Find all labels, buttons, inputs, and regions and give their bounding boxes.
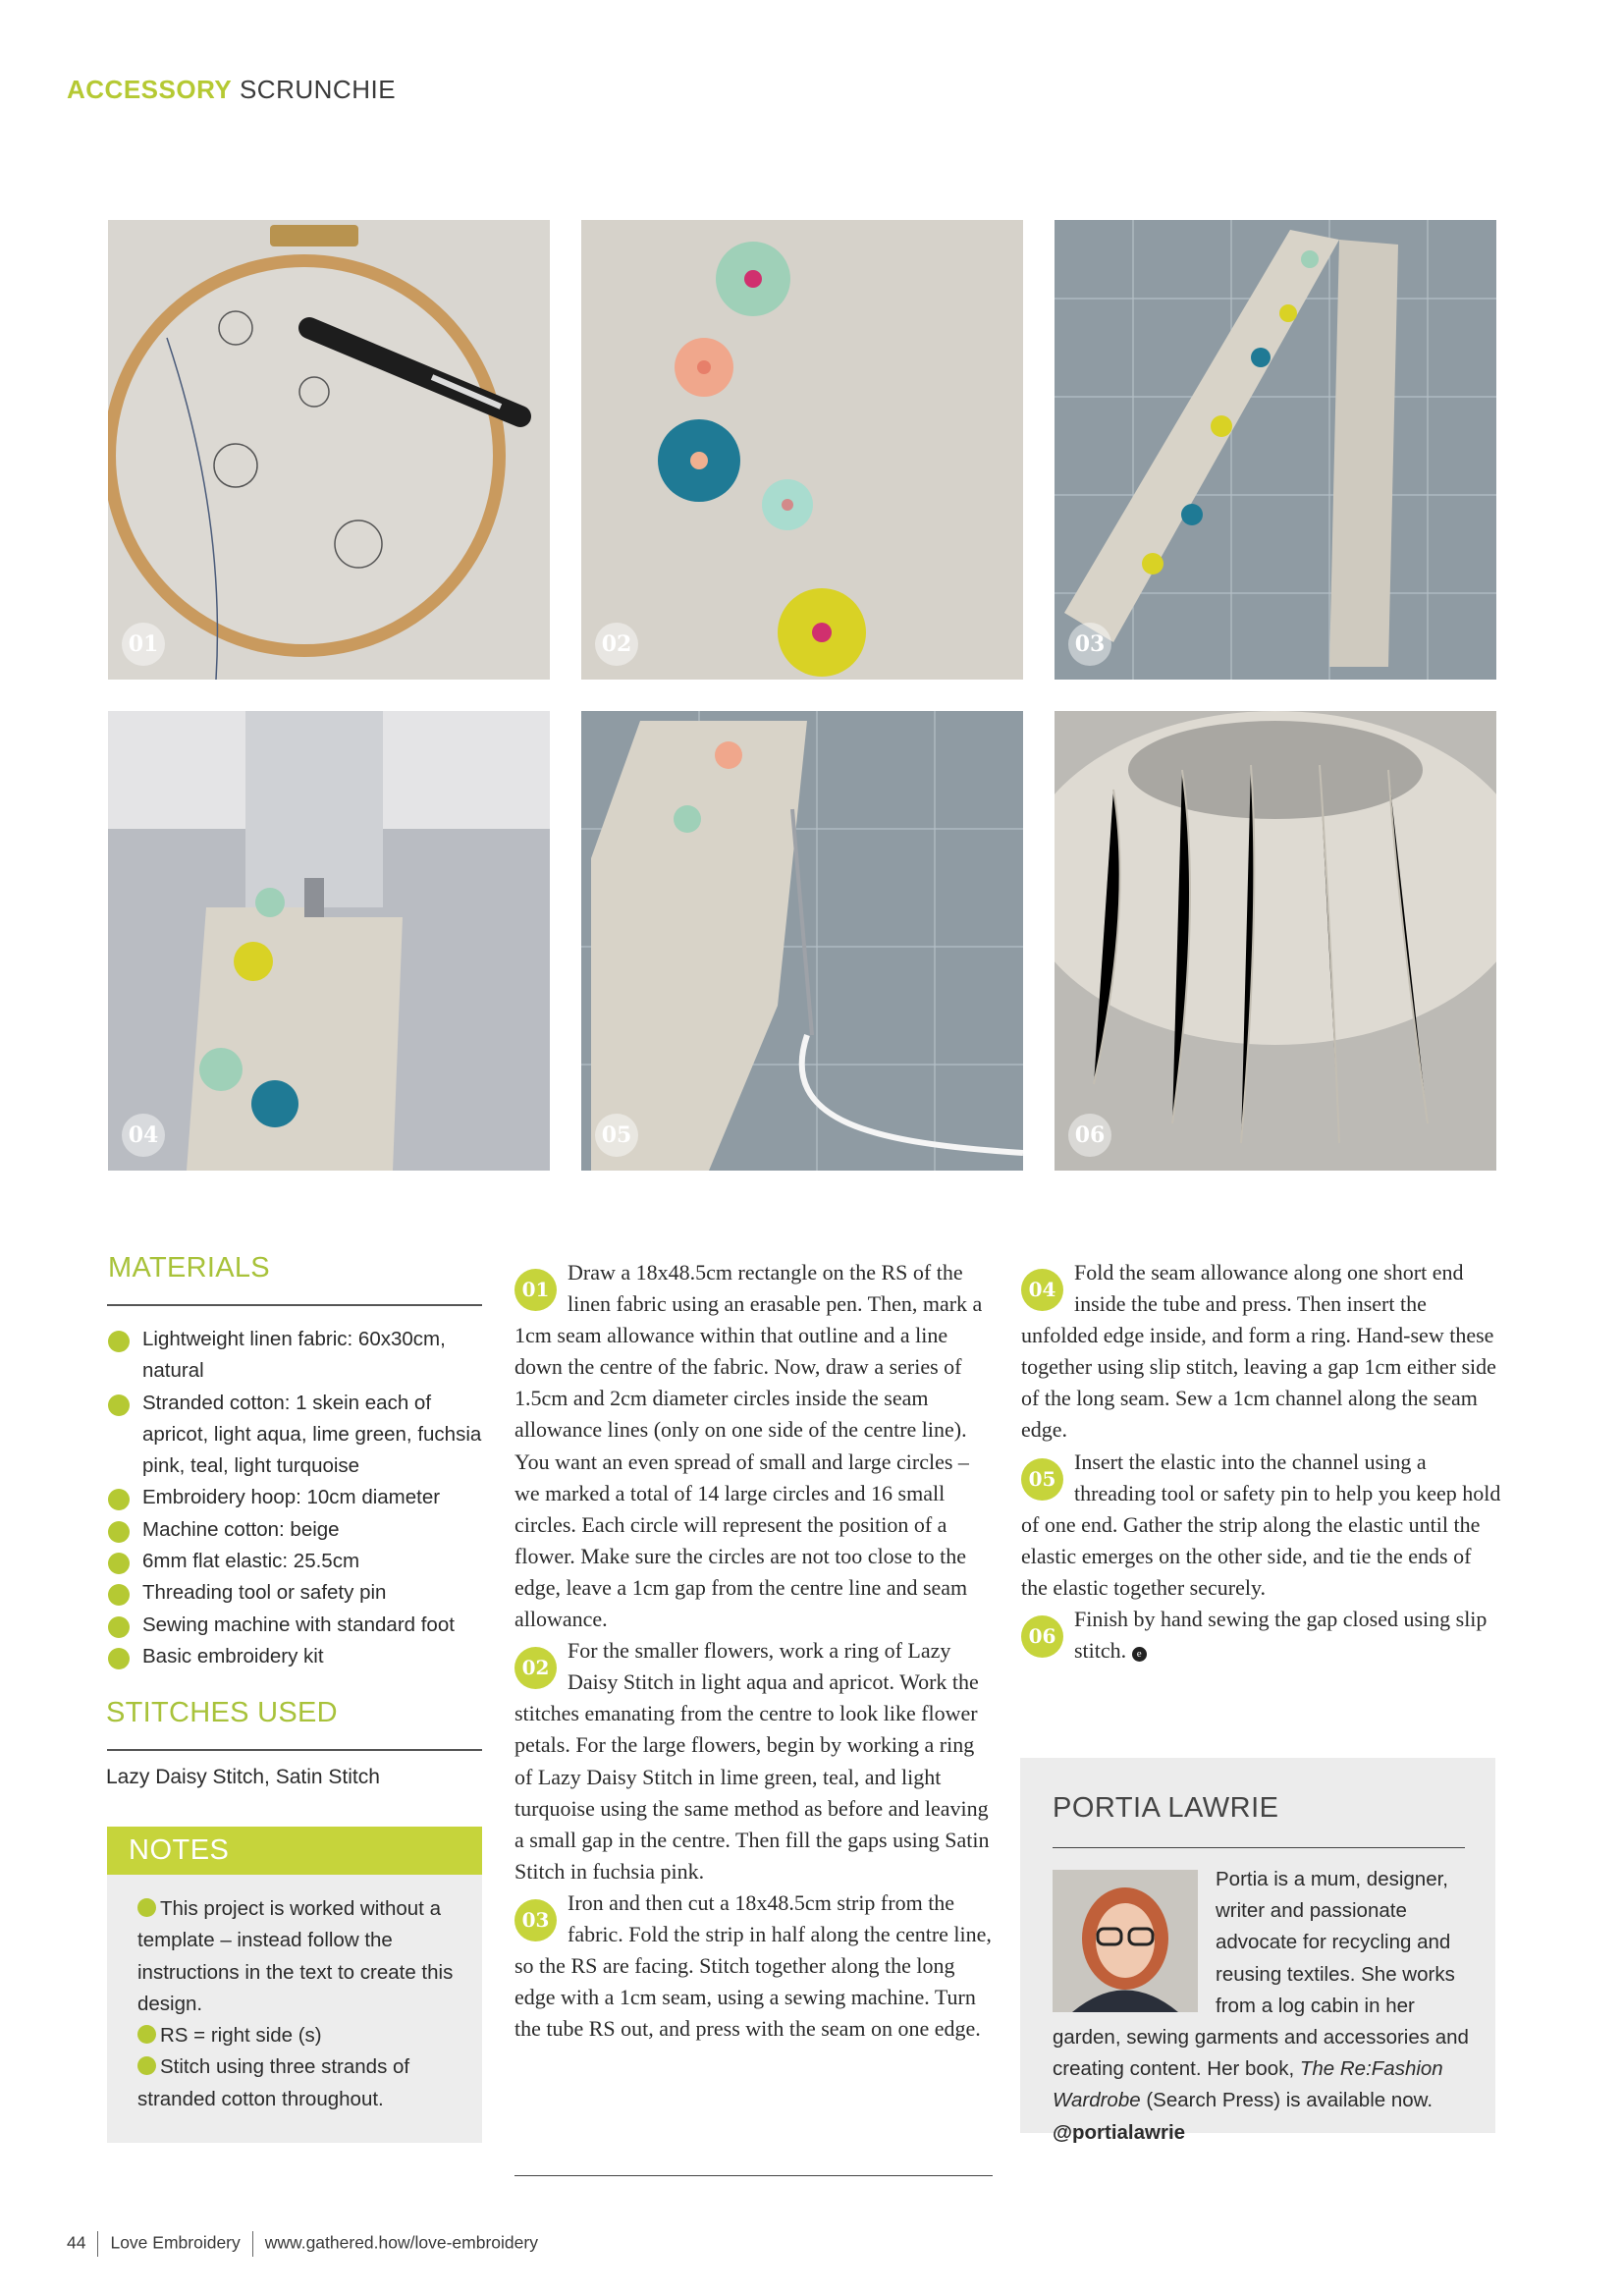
magazine-url: www.gathered.how/love-embroidery — [264, 2232, 538, 2253]
list-item: RS = right side (s) — [137, 2020, 461, 2051]
step-03 — [514, 1887, 993, 2045]
author-bio-bottom: garden, sewing garments and accessories and creating content. Her book, The Re:Fashion Wardrobe (Search Press) is available now. @portialawrie — [1053, 2026, 1469, 2144]
materials-rule — [107, 1304, 482, 1306]
photo-number: 04 — [122, 1114, 165, 1157]
author-bio-top: Portia is a mum, designer, writer and passionate advocate for recycling and reusing textiles. She works from a log cabin in her — [1216, 1868, 1455, 2017]
section-title: SCRUNCHIE — [239, 75, 397, 104]
instructions-column-1 — [514, 1257, 993, 2045]
step-photo-01 — [108, 220, 550, 680]
step-01 — [514, 1257, 993, 1635]
list-item: Threading tool or safety pin — [108, 1577, 501, 1609]
list-item: Sewing machine with standard foot — [108, 1610, 501, 1641]
column-end-rule — [514, 2175, 993, 2176]
bullet-icon — [108, 1394, 130, 1416]
step-photo-06 — [1055, 711, 1496, 1171]
author-name: PORTIA LAWRIE — [1053, 1792, 1279, 1824]
step-text: Finish by hand sewing the gap closed using slip stitch. e — [1074, 1607, 1488, 1664]
photo-number: 06 — [1068, 1114, 1111, 1157]
step-photo-03 — [1055, 220, 1496, 680]
bullet-icon — [137, 1898, 156, 1917]
bullet-icon — [108, 1616, 130, 1638]
materials-list — [108, 1324, 501, 1672]
sewing-machine-image — [108, 711, 550, 1171]
list-item: This project is worked without a template – instead follow the instructions in the text to create this design. — [137, 1897, 454, 2015]
list-item: Embroidery hoop: 10cm diameter — [108, 1482, 501, 1513]
step-text: Insert the elastic into the channel using a threading tool or safety pin to help you keep hold of one end. Gather the strip along the elastic until the elastic emerges on the other side, and tie the ends of the elastic together securely. — [1021, 1449, 1501, 1600]
bullet-icon — [108, 1521, 130, 1543]
author-avatar — [1053, 1870, 1198, 2012]
author-portrait-image — [1053, 1870, 1198, 2012]
list-item: Machine cotton: beige — [108, 1514, 501, 1546]
step-04 — [1021, 1257, 1502, 1447]
step-text: For the smaller flowers, work a ring of Lazy Daisy Stitch in light aqua and apricot. Work the stitches emanating from the centre to look like flower petals. For the large flowers, begin by working a ring of Lazy Daisy Stitch in lime green, teal, and light turquoise using the same method as before and leaving a small gap in the centre. Then fill the gaps using Satin Stitch in fuchsia pink. — [514, 1638, 990, 1884]
step-number-badge: 02 — [514, 1647, 557, 1689]
bullet-icon — [108, 1489, 130, 1510]
photo-number: 02 — [595, 623, 638, 666]
materials-heading: MATERIALS — [108, 1252, 270, 1284]
step-photo-02 — [581, 220, 1023, 680]
bullet-icon — [108, 1648, 130, 1669]
bullet-icon — [108, 1584, 130, 1606]
notes-body — [137, 1893, 461, 2115]
bullet-icon — [137, 2025, 156, 2044]
step-number-badge: 01 — [514, 1269, 557, 1311]
magazine-name: Love Embroidery — [110, 2232, 241, 2253]
stitches-heading: STITCHES USED — [106, 1697, 338, 1728]
step-number-badge: 06 — [1021, 1615, 1063, 1658]
page-number: 44 — [67, 2232, 86, 2253]
page-header — [67, 75, 396, 105]
flowers-closeup-image — [581, 220, 1023, 680]
step-06 — [1021, 1604, 1502, 1667]
book-title: The Re:Fashion Wardrobe — [1053, 2057, 1443, 2112]
step-text: Fold the seam allowance along one short end inside the tube and press. Then insert the unfolded edge inside, and form a ring. Hand-sew these together using slip stitch, leaving a gap 1cm either side of the long seam. Sew a 1cm channel along the seam edge. — [1021, 1260, 1496, 1443]
stitches-rule — [107, 1749, 482, 1751]
list-item: Basic embroidery kit — [108, 1641, 501, 1672]
step-number-badge: 04 — [1021, 1269, 1063, 1311]
divider — [252, 2231, 253, 2257]
step-text: Iron and then cut a 18x48.5cm strip from the fabric. Fold the strip in half along the centre line, so the RS are facing. Stitch together along the long edge with a 1cm seam, using a sewing machine. Turn the tube RS out, and press with the seam on one edge. — [514, 1889, 992, 2042]
bullet-icon — [108, 1553, 130, 1574]
list-item: Lightweight linen fabric: 60x30cm, natural — [108, 1324, 501, 1388]
list-item: Stranded cotton: 1 skein each of apricot, light aqua, lime green, fuchsia pink, teal, light turquoise — [108, 1388, 501, 1483]
page-footer — [67, 2231, 538, 2257]
section-category: ACCESSORY — [67, 75, 233, 104]
photo-number: 05 — [595, 1114, 638, 1157]
embroidered-strip-image — [1055, 220, 1496, 680]
step-02 — [514, 1635, 993, 1887]
bullet-icon — [137, 2056, 156, 2075]
finished-scrunchie-image — [1055, 711, 1496, 1171]
step-photo-04 — [108, 711, 550, 1171]
photo-number: 01 — [122, 623, 165, 666]
step-number-badge: 05 — [1021, 1458, 1063, 1501]
step-number-badge: 03 — [514, 1899, 557, 1941]
stitches-text: Lazy Daisy Stitch, Satin Stitch — [106, 1766, 380, 1788]
step-text: Draw a 18x48.5cm rectangle on the RS of the linen fabric using an erasable pen. Then, mark a 1cm seam allowance within that outline and a line down the centre of the fabric. Now, draw a series of 1.5cm and 2cm diameter circles inside the seam allowance lines (only on one side of the centre line). You want an even spread of small and large circles – we marked a total of 14 large circles and 16 small circles. Each circle will represent the position of a flower. Make sure the circles are not too close to the edge, leave a 1cm gap from the centre line and seam allowance. — [514, 1260, 983, 1632]
bullet-icon — [108, 1331, 130, 1352]
step-05 — [1021, 1447, 1502, 1604]
divider — [97, 2231, 98, 2257]
step-photo-05 — [581, 711, 1023, 1171]
hoop-drawing-image — [108, 220, 550, 680]
author-rule — [1053, 1847, 1465, 1848]
list-item: 6mm flat elastic: 25.5cm — [108, 1546, 501, 1577]
end-mark-icon: e — [1132, 1647, 1147, 1662]
threading-elastic-image — [581, 711, 1023, 1171]
author-handle: @portialawrie — [1053, 2120, 1186, 2144]
notes-heading: NOTES — [107, 1827, 482, 1875]
photo-number: 03 — [1068, 623, 1111, 666]
list-item: Stitch using three strands of stranded cotton throughout. — [137, 2055, 410, 2110]
instructions-column-2 — [1021, 1257, 1502, 1667]
